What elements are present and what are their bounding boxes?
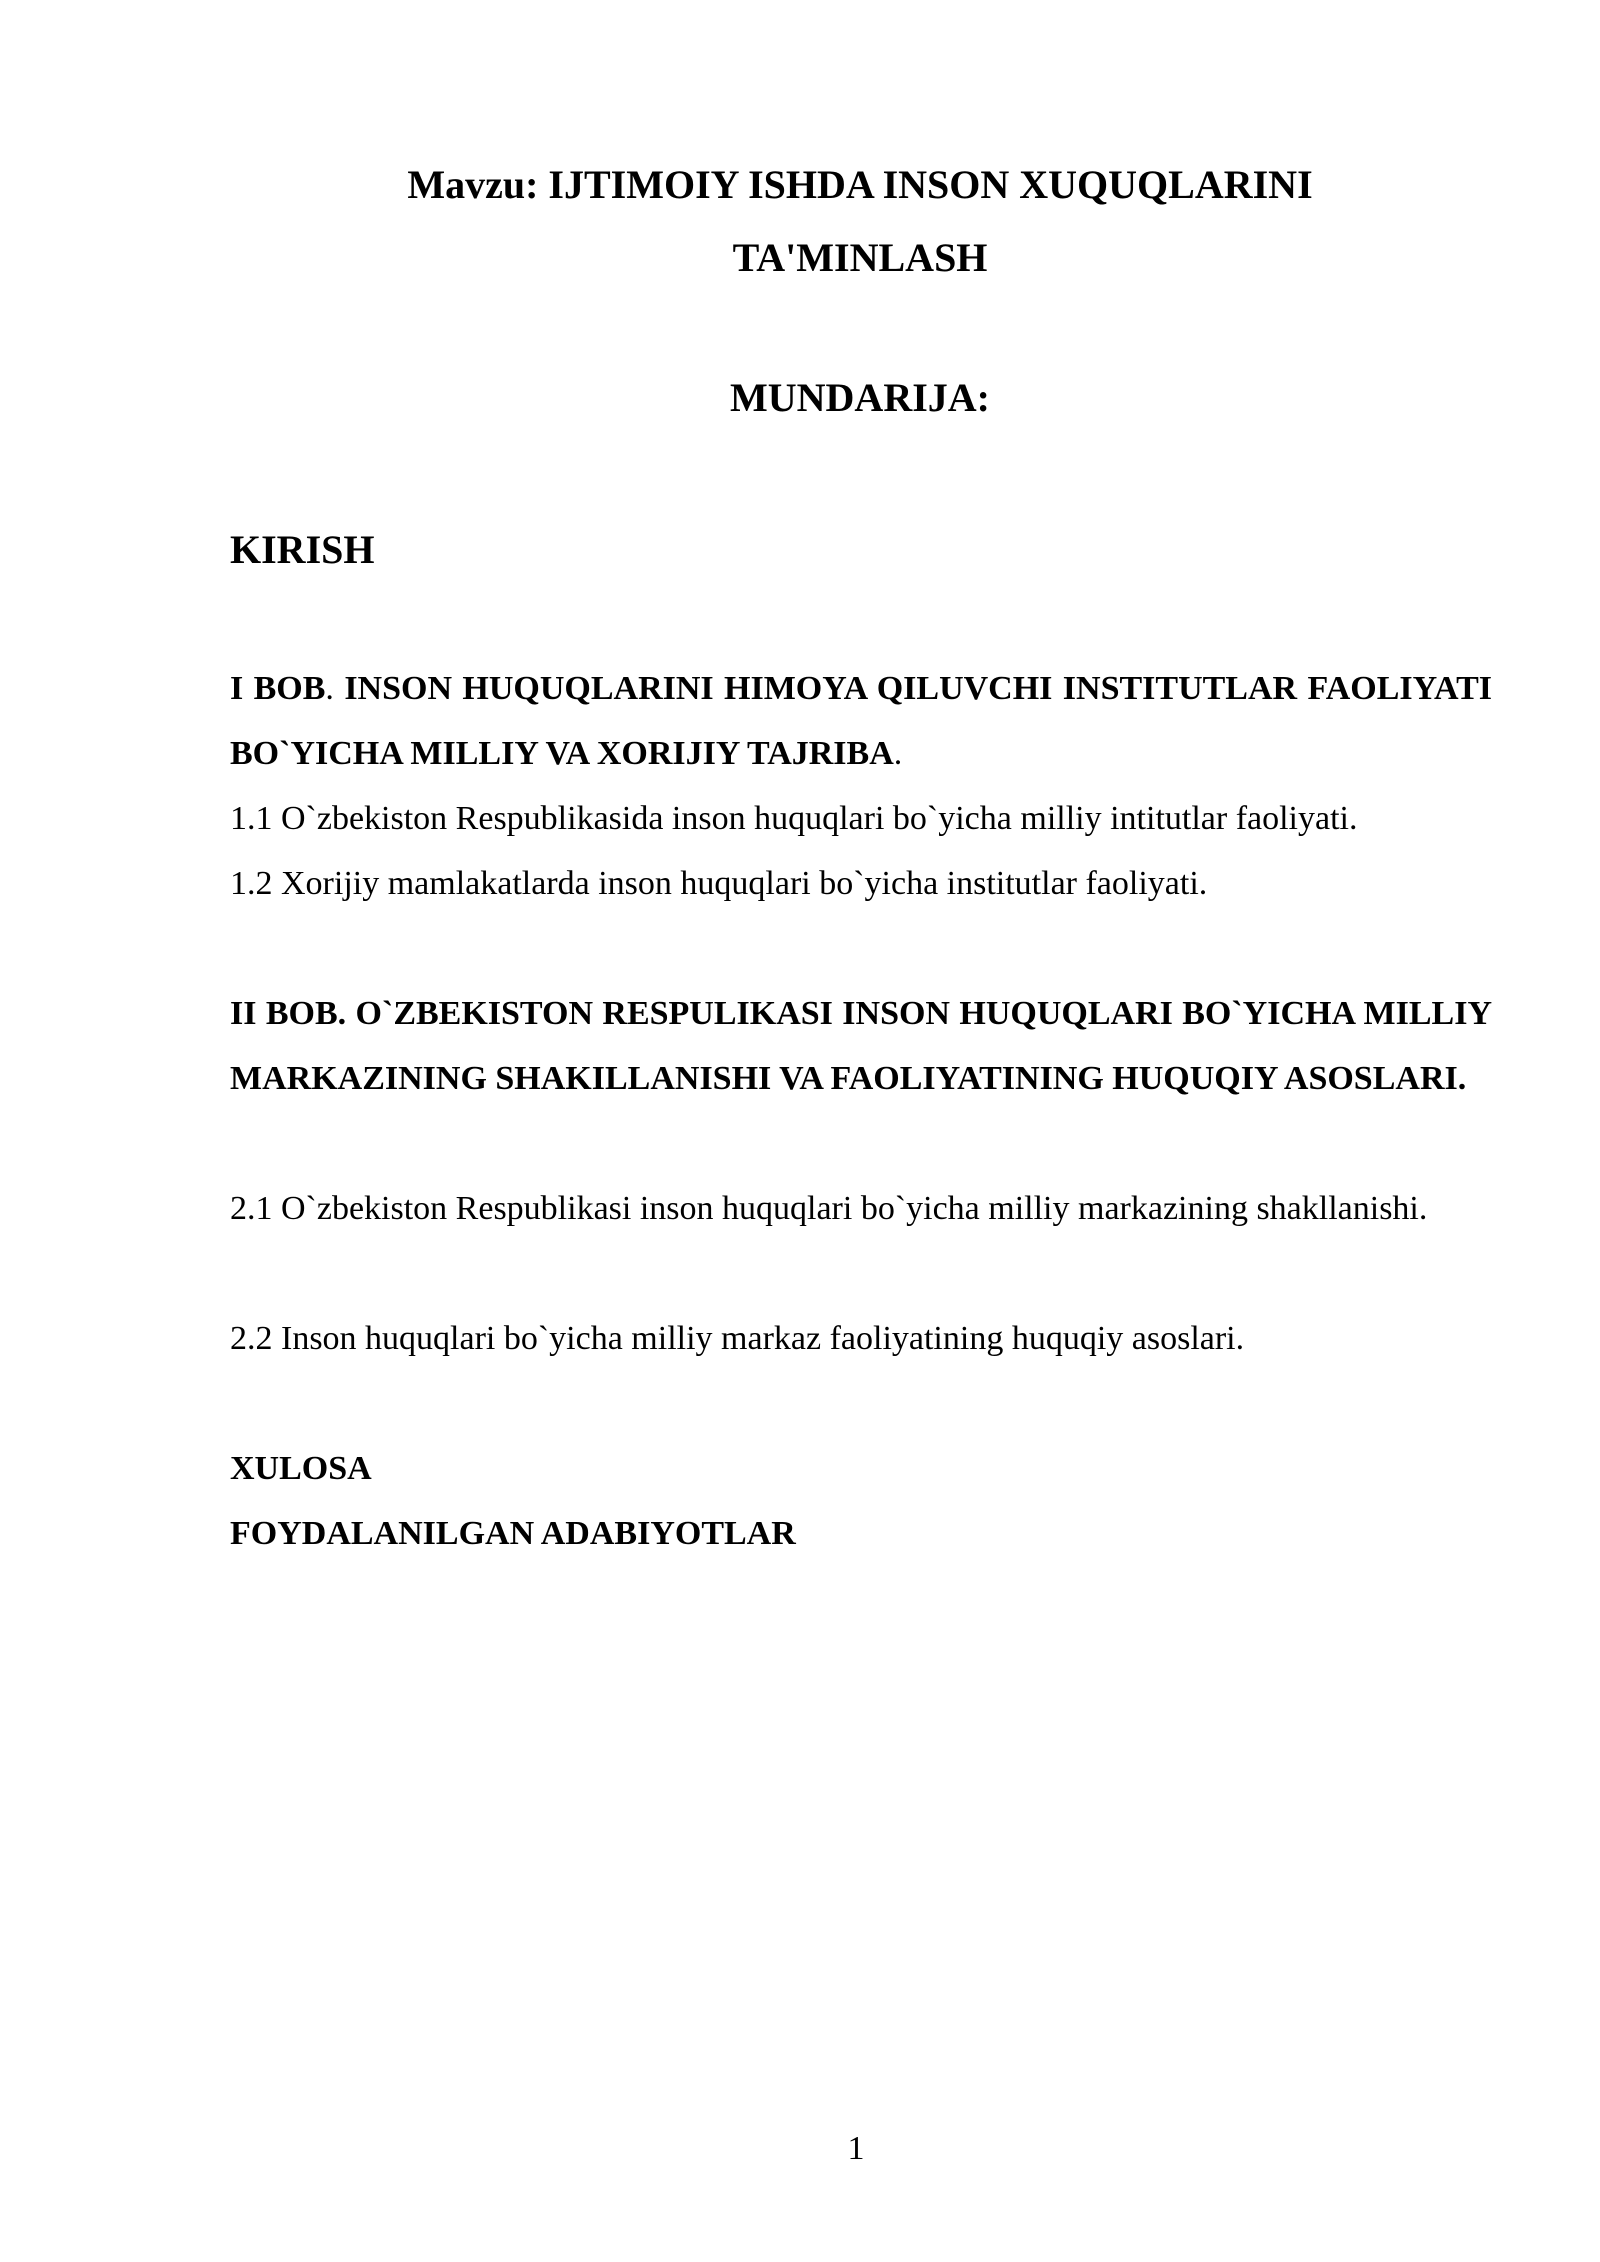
- title-line-2: TA'MINLASH: [732, 235, 988, 280]
- chapter-2-label: II BOB.: [230, 995, 347, 1032]
- page-number: 1: [847, 2130, 865, 2167]
- toc-section-2-1: 2.1 O`zbekiston Respublikasi inson huquqlari bo`yicha milliy markazining shakllanishi.: [230, 1190, 1428, 1227]
- toc-introduction: KIRISH: [230, 527, 375, 572]
- chapter-1-label: I BOB: [230, 670, 326, 707]
- toc-section-1-1: 1.1 O`zbekiston Respublikasida inson huquqlari bo`yicha milliy intitutlar faoliyati.: [230, 800, 1358, 837]
- toc-section-2-2: 2.2 Inson huquqlari bo`yicha milliy markaz faoliyatining huquqiy asoslari.: [230, 1320, 1245, 1357]
- toc-section-1-2: 1.2 Xorijiy mamlakatlarda inson huquqlari bo`yicha institutlar faoliyati.: [230, 865, 1208, 902]
- table-of-contents-heading: MUNDARIJA:: [730, 375, 990, 420]
- chapter-2-title: O`ZBEKISTON RESPULIKASI INSON HUQUQLARI BO`YICHA MILLIY MARKAZINING SHAKILLANISHI VA FAOLIYATINING HUQUQIY ASOSLARI.: [230, 995, 1492, 1097]
- document-title: [280, 148, 1440, 294]
- toc-references: FOYDALANILGAN ADABIYOTLAR: [230, 1515, 796, 1552]
- toc-chapter-1: I BOB. INSON HUQUQLARINI HIMOYA QILUVCHI INSTITUTLAR FAOLIYATI BO`YICHA MILLIY VA XORIJIY TAJRIBA.: [230, 670, 1492, 772]
- chapter-1-end-punct: .: [893, 735, 903, 772]
- chapter-1-title: INSON HUQUQLARINI HIMOYA QILUVCHI INSTITUTLAR FAOLIYATI BO`YICHA MILLIY VA XORIJIY TAJRIBA: [230, 670, 1492, 772]
- toc-conclusion: XULOSA: [230, 1450, 372, 1487]
- toc-chapter-2: [230, 981, 1492, 1111]
- title-line-1: Mavzu: IJTIMOIY ISHDA INSON XUQUQLARINI: [407, 162, 1313, 207]
